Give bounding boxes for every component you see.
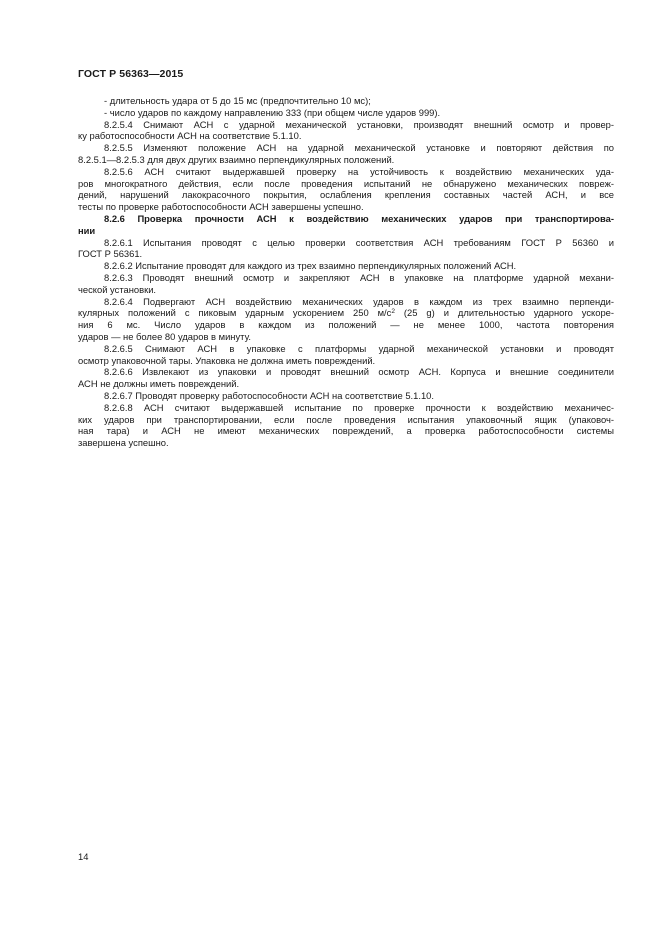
paragraph-line: 8.2.5.5 Изменяют положение АСН на ударной механической установке и повторяют действия по bbox=[104, 142, 614, 154]
section-heading: нии bbox=[78, 224, 96, 236]
text-run: (25 g) и длительностью ударного ускоре- bbox=[394, 307, 615, 319]
paragraph-line: 8.2.6.5 Снимают АСН в упаковке с платформы ударной механической установки и проводят bbox=[104, 342, 614, 354]
superscript: 2 bbox=[391, 308, 395, 316]
paragraph-line: 8.2.6.7 Проводят проверку работоспособности АСН на соответствие 5.1.10. bbox=[104, 389, 434, 401]
paragraph-line: ку работоспособности АСН на соответствие 5.1.10. bbox=[78, 130, 302, 142]
text-run: кулярных положений с пиковым ударным ускорением 250 м/с bbox=[78, 307, 392, 319]
paragraph-line: 8.2.6.4 Подвергают АСН воздействию механических ударов в каждом из трех взаимно перпенди- bbox=[104, 295, 614, 307]
paragraph-line: 8.2.5.6 АСН считают выдержавшей проверку на устойчивость к воздействию механических уда- bbox=[104, 165, 614, 177]
document-header: ГОСТ Р 56363—2015 bbox=[78, 68, 184, 80]
section-heading: 8.2.6 Проверка прочности АСН к воздействию механических ударов при транспортирова- bbox=[104, 212, 614, 224]
list-item: - длительность удара от 5 до 15 мс (предпочтительно 10 мс); bbox=[104, 95, 371, 106]
paragraph-line: ния 6 мс. Число ударов в каждом из положений — не менее 1000, частота повторения bbox=[78, 319, 614, 331]
paragraph-line: 8.2.6.2 Испытание проводят для каждого из трех взаимно перпендикулярных положений АСН. bbox=[104, 260, 517, 272]
paragraph-line: 8.2.5.4 Снимают АСН с ударной механической установки, производят внешний осмотр и провер- bbox=[104, 118, 614, 130]
paragraph-line: ров многократного действия, если после проведения испытаний не обнаружено механических повреж- bbox=[78, 177, 614, 189]
paragraph-line: 8.2.6.8 АСН считают выдержавшей испытание по проверке прочности к воздействию механичес- bbox=[104, 401, 614, 413]
paragraph-line: дений, нарушений лакокрасочного покрытия, ослабления крепления составных частей АСН, и все bbox=[78, 189, 614, 201]
list-item: - число ударов по каждому направлению 333 (при общем числе ударов 999). bbox=[104, 106, 441, 118]
paragraph-line: ГОСТ Р 56361. bbox=[78, 248, 143, 260]
paragraph-line: 8.2.6.3 Проводят внешний осмотр и закрепляют АСН в упаковке на платформе ударной механи- bbox=[104, 271, 614, 283]
paragraph-line: АСН не должны иметь повреждений. bbox=[78, 378, 240, 390]
page-number: 14 bbox=[78, 851, 89, 862]
paragraph-line: ная тара) и АСН не имеют механических повреждений, а проверка работоспособности системы bbox=[78, 425, 614, 437]
paragraph-line: ких ударов при транспортировании, если после проведения испытания упаковочный ящик (упаковоч- bbox=[78, 413, 614, 425]
paragraph-line: ударов — не более 80 ударов в минуту. bbox=[78, 330, 251, 342]
document-body bbox=[78, 95, 614, 449]
paragraph-line bbox=[78, 307, 614, 319]
paragraph-line: осмотр упаковочной тары. Упаковка не должна иметь повреждений. bbox=[78, 354, 376, 366]
paragraph-line: 8.2.6.6 Извлекают из упаковки и проводят внешний осмотр АСН. Корпуса и внешние соединители bbox=[104, 366, 614, 378]
paragraph-line: 8.2.6.1 Испытания проводят с целью проверки соответствия АСН требованиям ГОСТ Р 56360 и bbox=[104, 236, 614, 248]
paragraph-line: ческой установки. bbox=[78, 283, 157, 295]
paragraph-line: 8.2.5.1—8.2.5.3 для двух других взаимно перпендикулярных положений. bbox=[78, 153, 395, 165]
paragraph-line: тесты по проверке работоспособности АСН завершены успешно. bbox=[78, 201, 364, 213]
paragraph-line: завершена успешно. bbox=[78, 437, 169, 449]
